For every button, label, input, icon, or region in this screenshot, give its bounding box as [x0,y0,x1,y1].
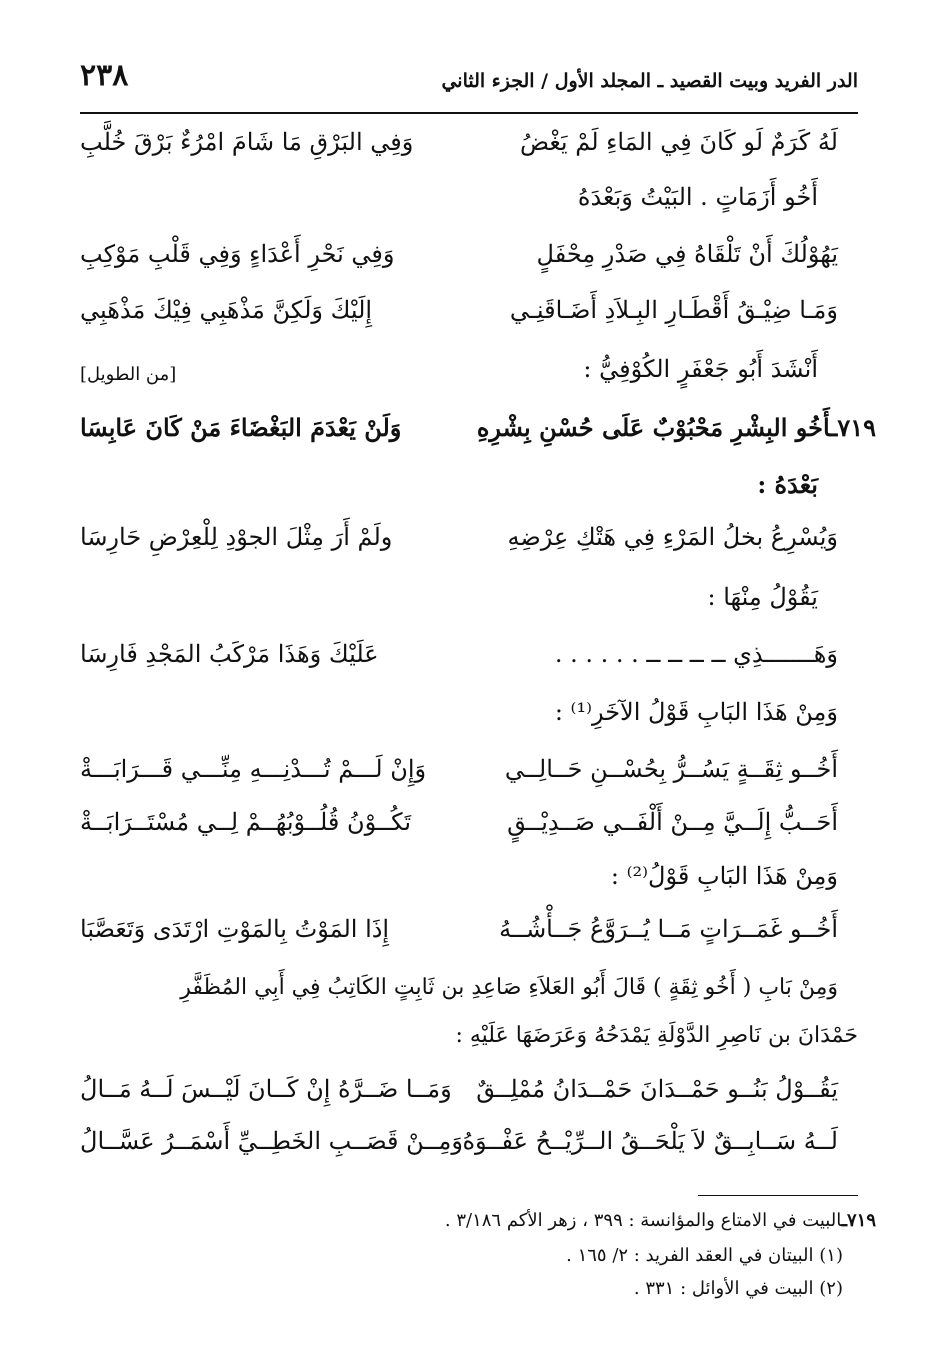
verse-11-second-hemistich: وَمِــنْ قَصَــبِ الخَطِــيِّ أَسْمَــرُ عَسَّــالُ [80,1127,463,1155]
verse-7-first-hemistich: أَخُــو ثِقَــةٍ يَسُــرُّ بِحُسْــنِ حَــالِــي [504,755,838,783]
prose-line: بَعْدَهُ : [757,470,818,499]
verse-3-second-hemistich: إِلَيْكَ وَلَكِنَّ مَذْهَبِي فِيْكَ مَذْهَبِي [80,296,373,324]
prose-line: يَقُوْلُ مِنْهَا : [707,583,818,611]
meter-label: [من الطويل] [80,364,177,385]
verse-1-second-hemistich: وَفِي البَرْقِ مَا شَامَ امْرُءٌ بَرْقَ خُلَّبِ [80,128,414,156]
verse-8-first-hemistich: أَحَــبُّ إِلَــيَّ مِــنْ أَلْفَــي صَــدِيْــقٍ [507,808,838,836]
footnote-719: ٧١٩ـالبيت في الامتاع والمؤانسة : ٣٩٩ ، زهر الأكم ٣/١٨٦ . [444,1210,876,1231]
footnote-1: (١) البيتان في العقد الفريد : ٢/ ١٦٥ . [566,1245,843,1266]
verse-10 [80,1075,858,1131]
verse-6-second-hemistich: عَلَيْكَ وَهَذَا مَرْكَبُ المَجْدِ فَارِسَا [80,640,379,668]
verse-7-second-hemistich: وَإِنْ لَـــمْ تُـــدْنِـــهِ مِنِّـــي قَـــرَابَـــةْ [80,755,427,783]
footnote-rule [698,1195,858,1196]
prose-line: وَمِنْ بَابِ ( أَخُو ثِقَةٍ ) قَالَ أَبُو العَلاَءِ صَاعِدِ بن ثَابِتٍ الكَاتِبُ فِي أَبِي المُظَفَّرِ [180,975,838,1000]
verse-9-second-hemistich: إِذَا المَوْتُ بِالمَوْتِ ارْتَدَى وَتَعَصَّبَا [80,915,390,943]
prose-line: أَخُو أَزَمَاتٍ . البَيْتُ وَبَعْدَهُ [577,183,818,211]
verse-2 [80,240,858,296]
verse-719 [80,413,876,469]
page-number: ٢٣٨ [80,58,129,93]
prose-line: حَمْدَانَ بن نَاصِرِ الدَّوْلَةِ يَمْدَحُهُ وَعَرَضَهَا عَلَيْهِ : [455,1023,858,1048]
verse-9-first-hemistich: أَخُــو غَمَــرَاتٍ مَــا يُــرَوَّعُ جَــأْشُــهُ [499,915,838,943]
verse-1-first-hemistich: لَهُ كَرَمٌ لَو كَانَ فِي المَاءِ لَمْ يَغْضُ [519,128,838,156]
verse-2-second-hemistich: وَفِي نَحْرِ أَعْدَاءٍ وَفِي قَلْبِ مَوْكِبِ [80,240,395,268]
verse-11 [80,1127,858,1183]
verse-5-second-hemistich: ولَمْ أَرَ مِثْلَ الجوْدِ لِلْعِرْضِ حَارِسَا [80,523,393,551]
verse-7 [80,755,858,811]
prose-line: أَنْشَدَ أَبُو جَعْفَرٍ الكُوْفِيُّ : [583,355,818,383]
verse-719-second-hemistich: وَلَنْ يَعْدَمَ البَغْضَاءَ مَنْ كَانَ عَابِسَا [80,413,402,442]
verse-11-first-hemistich: لَــهُ سَــابِــقٌ لاَ يَلْحَــقُ الــرِّيْــحُ عَفْــوَهُ [462,1127,838,1155]
verse-3 [80,296,858,352]
verse-10-second-hemistich: وَمَــا ضَــرَّهُ إِنْ كَــانَ لَيْــسَ لَــهُ مَــالُ [80,1075,452,1103]
verse-3-first-hemistich: وَمَـا ضِيْـقُ أَقْطَـارِ البِـلاَدِ أَضَـاقَنِـي [509,296,838,324]
verse-9 [80,915,858,971]
header-rule [80,112,858,114]
prose-line: وَمِنْ هَذَا البَابِ قَوْلُ⁽²⁾ : [610,862,838,890]
verse-8-second-hemistich: تَكُــوْنُ قُلُــوْبُهُــمْ لِــي مُسْتَــرَابَــةْ [80,808,412,836]
verse-6-first-hemistich: وَهَـــــــذِي ــ ــ ــ ــ . . . . . . [554,640,838,668]
verse-5-first-hemistich: وَيُسْرِعُ بخلُ المَرْءِ فِي هَتْكِ عِرْضِهِ [507,523,838,551]
verse-2-first-hemistich: يَهُوْلُكَ أَنْ تَلْقَاهُ فِي صَدْرِ مِحْفَلٍ [536,240,838,268]
verse-1 [80,128,858,184]
running-header-title: الدر الفريد وبيت القصيد ـ المجلد الأول / الجزء الثاني [441,70,858,92]
verse-8 [80,808,858,864]
verse-6 [80,640,858,696]
prose-line: وَمِنْ هَذَا البَابِ قَوْلُ الآخَرِ⁽¹⁾ : [554,698,838,726]
verse-5 [80,523,858,579]
footnote-2: (٢) البيت في الأوائل : ٣٣١ . [633,1278,843,1299]
verse-10-first-hemistich: يَقُــوْلُ بَنُــو حَمْــدَانَ حَمْــدَانُ مُمْلِــقٌ [476,1075,838,1103]
verse-number: ٧١٩ـأَخُو البِشْرِ مَحْبُوْبٌ عَلَى حُسْنِ بِشْرِهِ [476,413,876,442]
